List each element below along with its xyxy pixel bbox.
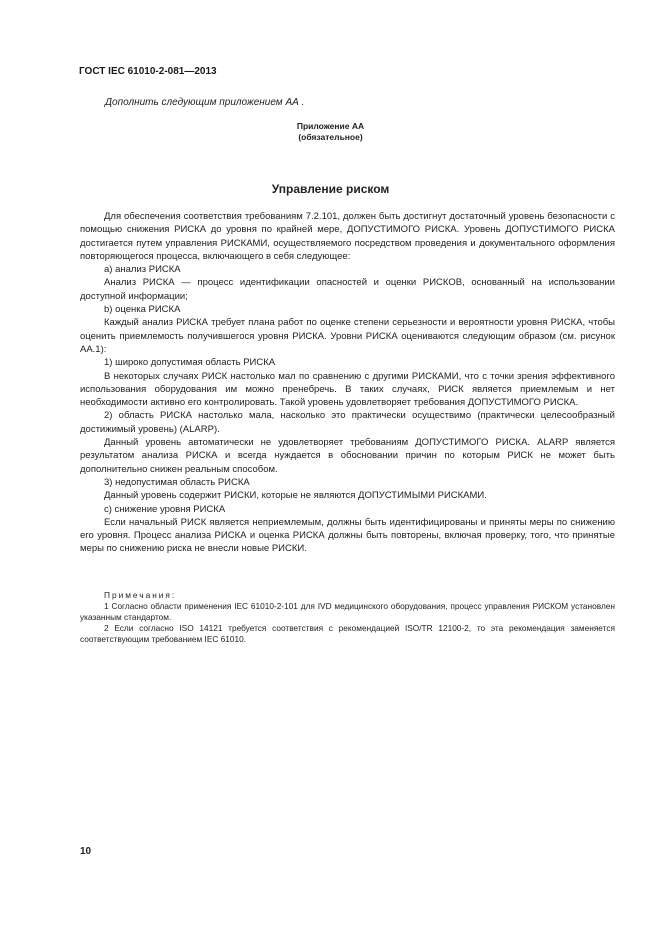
- paragraph: Если начальный РИСК является неприемлемым, должны быть идентифицированы и приняты меры по снижению его уровня. Процесс анализа РИСКА и оценка РИСКА должны быть повторены, включая проверку, того, что принятые меры по снижению риска не внесли новые РИСКИ.: [80, 516, 615, 555]
- paragraph: b) оценка РИСКА: [104, 304, 181, 316]
- document-header: ГОСТ IEC 61010-2-081—2013: [79, 66, 217, 77]
- notes-heading: Примечания:: [104, 590, 177, 600]
- paragraph: 3) недопустимая область РИСКА: [104, 476, 250, 488]
- paragraph: Каждый анализ РИСКА требует плана работ по оценке степени серьезности и вероятности уровня РИСКА, чтобы оценить приемлемость получившегося уровня РИСКА. Уровни РИСКА оцениваются следующим образом (см. рисунок АА.1):: [80, 317, 615, 355]
- paragraph: с) снижение уровня РИСКА: [104, 503, 226, 515]
- paragraph: Данный уровень автоматически не удовлетворяет требованиям ДОПУСТИМОГО РИСКА. ALARP является результатом анализа РИСКА и всегда нуждается в обосновании причин по которым РИСК не может быть дополнительно снижен реальным способом.: [80, 437, 615, 475]
- notes-block: [80, 590, 615, 645]
- paragraph: Данный уровень содержит РИСКИ, которые не являются ДОПУСТИМЫМИ РИСКАМИ.: [104, 490, 487, 502]
- body-text: [80, 210, 615, 556]
- appendix-status: (обязательное): [298, 132, 363, 142]
- page-number: 10: [80, 846, 92, 857]
- appendix-title: Приложение АА: [296, 121, 365, 131]
- note-item: 2 Если согласно ISO 14121 требуется соответствия с рекомендацией ISO/TR 12100-2, то эта рекомендация заменяется соответствующим требованием IEC 61010.: [80, 623, 615, 644]
- paragraph: 2) область РИСКА настолько мала, насколько это практически осуществимо (практически целесообразный достижимый уровень) (ALARP).: [80, 410, 615, 435]
- note-item: 1 Согласно области применения IEC 61010-2-101 для IVD медицинского оборудования, процесс управления РИСКОМ установлен указанным стандартом.: [80, 601, 615, 622]
- paragraph: Для обеспечения соответствия требованиям 7.2.101, должен быть достигнут достаточный уровень безопасности с помощью снижения РИСКА до уровня по крайней мере, ДОПУСТИМОГО РИСКА. Уровень ДОПУСТИМОГО РИСКА достигается путем управления РИСКАМИ, осуществляемого посредством проведения и документального оформления повторяющегося процесса, включающего в себя следующее:: [80, 211, 615, 262]
- paragraph: Анализ РИСКА — процесс идентификации опасностей и оценки РИСКОВ, основанный на использовании доступной информации;: [80, 277, 615, 302]
- appendix-heading: [0, 121, 661, 143]
- paragraph: В некоторых случаях РИСК настолько мал по сравнению с другими РИСКАМИ, что с точки зрения эффективного использования оборудования им можно пренебречь. В таких случаях, РИСК является приемлемым и нет необходимости активно его контролировать. Такой уровень удовлетворяет требования ДОПУСТИМОГО РИСКА.: [80, 370, 615, 409]
- paragraph: 1) широко допустимая область РИСКА: [104, 357, 276, 369]
- section-title: Управление риском: [271, 182, 390, 196]
- intro-instruction: Дополнить следующим приложением АА .: [105, 97, 305, 108]
- paragraph: а) анализ РИСКА: [104, 264, 181, 276]
